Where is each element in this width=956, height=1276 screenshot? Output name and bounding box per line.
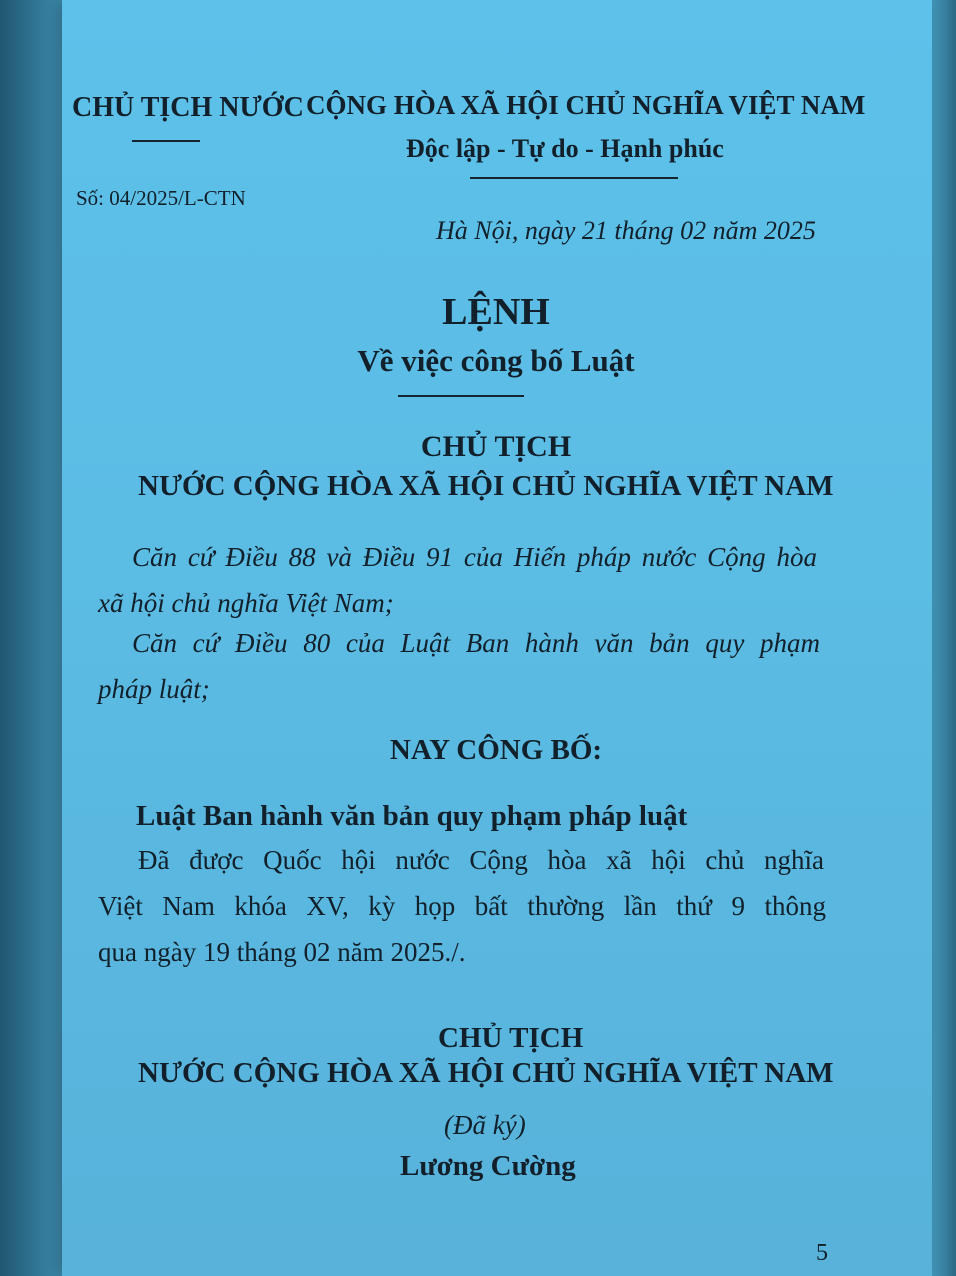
law-name: Luật Ban hành văn bản quy phạm pháp luật: [136, 800, 688, 832]
announce-text-line-3: qua ngày 19 tháng 02 năm 2025./.: [98, 937, 466, 967]
announce-text-line-2: Việt Nam khóa XV, kỳ họp bất thường lần thứ 9 thông: [98, 891, 826, 921]
basis-1-line-2: xã hội chủ nghĩa Việt Nam;: [98, 588, 394, 618]
basis-1-line-1: Căn cứ Điều 88 và Điều 91 của Hiến pháp nước Cộng hòa: [132, 542, 817, 572]
national-motto: Độc lập - Tự do - Hạnh phúc: [406, 134, 724, 163]
national-title: CỘNG HÒA XÃ HỘI CHỦ NGHĨA VIỆT NAM: [306, 90, 866, 120]
document-page: [62, 0, 932, 1276]
title-underline: [398, 395, 524, 397]
signature-title-1: CHỦ TỊCH: [438, 1022, 584, 1054]
page-number: 5: [816, 1240, 828, 1266]
signatory-name: Lương Cường: [400, 1150, 576, 1182]
announce-heading: NAY CÔNG BỐ:: [389, 734, 603, 766]
signature-title-2: NƯỚC CỘNG HÒA XÃ HỘI CHỦ NGHĨA VIỆT NAM: [138, 1057, 834, 1089]
authority-underline: [132, 140, 200, 142]
signed-note: (Đã ký): [444, 1110, 526, 1140]
order-title: LỆNH: [442, 291, 550, 333]
document-number: Số: 04/2025/L-CTN: [76, 186, 246, 210]
issuer-line-1: CHỦ TỊCH: [420, 430, 572, 463]
basis-2-line-2: pháp luật;: [98, 674, 210, 704]
issuing-authority: CHỦ TỊCH NƯỚC: [72, 92, 304, 123]
announce-text-line-1: Đã được Quốc hội nước Cộng hòa xã hội chủ nghĩa: [138, 845, 824, 875]
place-date: Hà Nội, ngày 21 tháng 02 năm 2025: [436, 216, 816, 245]
motto-underline: [470, 177, 678, 179]
order-subtitle: Về việc công bố Luật: [357, 343, 635, 378]
issuer-line-2: NƯỚC CỘNG HÒA XÃ HỘI CHỦ NGHĨA VIỆT NAM: [138, 470, 834, 502]
basis-2-line-1: Căn cứ Điều 80 của Luật Ban hành văn bản quy phạm: [132, 628, 820, 658]
